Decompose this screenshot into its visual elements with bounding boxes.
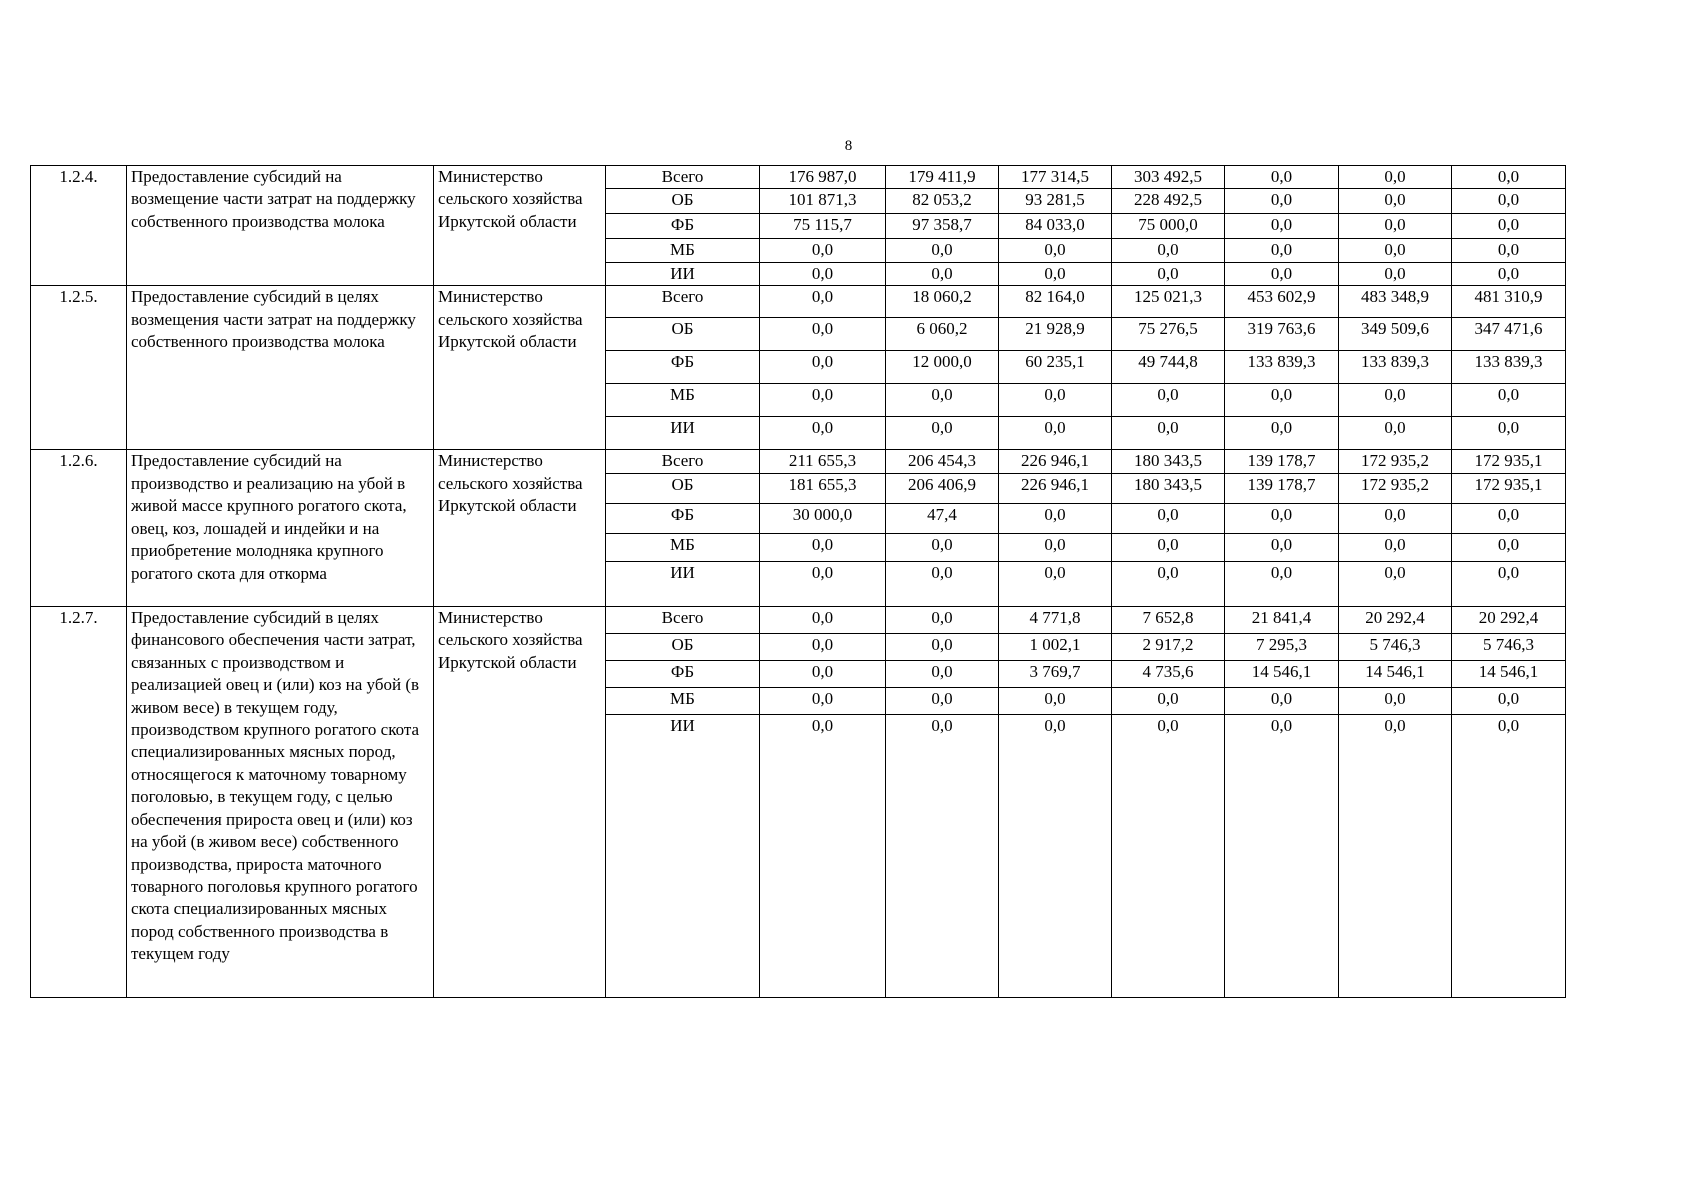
funding-value: 75 115,7 <box>760 214 886 239</box>
funding-value: 0,0 <box>1225 417 1339 450</box>
funding-value: 7 652,8 <box>1112 606 1225 633</box>
table-row <box>31 606 1566 633</box>
funding-value: 349 509,6 <box>1339 318 1452 351</box>
funding-value: 125 021,3 <box>1112 286 1225 318</box>
funding-value: 0,0 <box>1452 166 1566 189</box>
funding-source-label: ИИ <box>606 561 760 606</box>
item-number: 1.2.4. <box>31 166 127 286</box>
funding-value: 0,0 <box>1339 189 1452 214</box>
funding-value: 0,0 <box>886 262 999 285</box>
funding-source-label: Всего <box>606 166 760 189</box>
item-description: Предоставление субсидий в целях финансового обеспечения части затрат, связанных с производством и реализацией овец и (или) коз на убой (в живом весе) в текущем году, производством крупного рогатого скота специализированных мясных пород, относящегося к маточному товарному поголовью, в текущем году, с целью обеспечения прироста овец и (или) коз на убой (в живом весе) собственного производства, прироста маточного товарного поголовья крупного рогатого скота специализированных мясных пород собственного производства в текущем году <box>127 606 434 997</box>
funding-value: 0,0 <box>1452 262 1566 285</box>
funding-value: 0,0 <box>1225 503 1339 533</box>
funding-value: 14 546,1 <box>1452 660 1566 687</box>
funding-value: 0,0 <box>1339 214 1452 239</box>
funding-value: 0,0 <box>760 561 886 606</box>
responsible-executor: Министерство сельского хозяйства Иркутской области <box>434 286 606 450</box>
funding-value: 228 492,5 <box>1112 189 1225 214</box>
funding-value: 172 935,1 <box>1452 450 1566 473</box>
funding-value: 0,0 <box>1112 533 1225 561</box>
funding-value: 0,0 <box>1452 214 1566 239</box>
funding-value: 0,0 <box>1452 687 1566 714</box>
funding-source-label: МБ <box>606 687 760 714</box>
funding-value: 181 655,3 <box>760 473 886 503</box>
funding-value: 0,0 <box>1452 503 1566 533</box>
funding-value: 0,0 <box>760 606 886 633</box>
funding-value: 2 917,2 <box>1112 633 1225 660</box>
funding-value: 211 655,3 <box>760 450 886 473</box>
funding-value: 172 935,2 <box>1339 473 1452 503</box>
funding-value: 0,0 <box>1112 687 1225 714</box>
funding-value: 0,0 <box>1112 503 1225 533</box>
funding-value: 6 060,2 <box>886 318 999 351</box>
funding-value: 172 935,2 <box>1339 450 1452 473</box>
funding-value: 47,4 <box>886 503 999 533</box>
funding-value: 101 871,3 <box>760 189 886 214</box>
funding-value: 0,0 <box>760 286 886 318</box>
responsible-executor: Министерство сельского хозяйства Иркутской области <box>434 450 606 606</box>
funding-value: 93 281,5 <box>999 189 1112 214</box>
item-description: Предоставление субсидий на производство и реализацию на убой в живой массе крупного рогатого скота, овец, коз, лошадей и индейки и на приобретение молодняка крупного рогатого скота для откорма <box>127 450 434 606</box>
item-description: Предоставление субсидий на возмещение части затрат на поддержку собственного производства молока <box>127 166 434 286</box>
funding-value: 0,0 <box>886 533 999 561</box>
funding-value: 0,0 <box>999 503 1112 533</box>
funding-value: 20 292,4 <box>1339 606 1452 633</box>
funding-value: 0,0 <box>760 384 886 417</box>
page-number: 8 <box>844 138 853 154</box>
funding-value: 0,0 <box>1339 262 1452 285</box>
funding-value: 0,0 <box>999 417 1112 450</box>
funding-source-label: ИИ <box>606 714 760 997</box>
funding-source-label: ОБ <box>606 473 760 503</box>
funding-value: 0,0 <box>1225 533 1339 561</box>
funding-value: 0,0 <box>1452 239 1566 262</box>
funding-value: 0,0 <box>1112 384 1225 417</box>
funding-value: 0,0 <box>1339 687 1452 714</box>
funding-value: 18 060,2 <box>886 286 999 318</box>
funding-value: 0,0 <box>1225 239 1339 262</box>
funding-value: 177 314,5 <box>999 166 1112 189</box>
funding-value: 12 000,0 <box>886 351 999 384</box>
funding-value: 0,0 <box>1339 384 1452 417</box>
funding-value: 0,0 <box>886 714 999 997</box>
funding-value: 0,0 <box>1339 239 1452 262</box>
funding-value: 0,0 <box>1225 262 1339 285</box>
item-number: 1.2.6. <box>31 450 127 606</box>
table-row <box>31 166 1566 189</box>
funding-source-label: ИИ <box>606 262 760 285</box>
funding-value: 0,0 <box>1112 561 1225 606</box>
funding-value: 180 343,5 <box>1112 473 1225 503</box>
responsible-executor: Министерство сельского хозяйства Иркутской области <box>434 166 606 286</box>
funding-value: 20 292,4 <box>1452 606 1566 633</box>
funding-value: 0,0 <box>1452 189 1566 214</box>
funding-value: 347 471,6 <box>1452 318 1566 351</box>
funding-value: 0,0 <box>1339 166 1452 189</box>
funding-value: 60 235,1 <box>999 351 1112 384</box>
funding-value: 0,0 <box>886 239 999 262</box>
funding-value: 97 358,7 <box>886 214 999 239</box>
funding-value: 206 454,3 <box>886 450 999 473</box>
funding-value: 3 769,7 <box>999 660 1112 687</box>
funding-source-label: ИИ <box>606 417 760 450</box>
responsible-executor: Министерство сельского хозяйства Иркутской области <box>434 606 606 997</box>
funding-value: 7 295,3 <box>1225 633 1339 660</box>
funding-value: 0,0 <box>1225 561 1339 606</box>
funding-value: 0,0 <box>760 262 886 285</box>
funding-value: 14 546,1 <box>1339 660 1452 687</box>
funding-value: 0,0 <box>760 714 886 997</box>
funding-value: 303 492,5 <box>1112 166 1225 189</box>
funding-value: 180 343,5 <box>1112 450 1225 473</box>
funding-value: 0,0 <box>1339 533 1452 561</box>
funding-value: 483 348,9 <box>1339 286 1452 318</box>
item-description: Предоставление субсидий в целях возмещения части затрат на поддержку собственного производства молока <box>127 286 434 450</box>
funding-value: 0,0 <box>886 384 999 417</box>
funding-value: 0,0 <box>1339 714 1452 997</box>
funding-value: 0,0 <box>760 351 886 384</box>
funding-value: 453 602,9 <box>1225 286 1339 318</box>
funding-value: 0,0 <box>886 660 999 687</box>
funding-value: 75 276,5 <box>1112 318 1225 351</box>
funding-value: 0,0 <box>1225 384 1339 417</box>
funding-value: 319 763,6 <box>1225 318 1339 351</box>
funding-value: 0,0 <box>760 687 886 714</box>
funding-value: 84 033,0 <box>999 214 1112 239</box>
funding-source-label: ФБ <box>606 503 760 533</box>
funding-value: 1 002,1 <box>999 633 1112 660</box>
funding-value: 0,0 <box>1225 166 1339 189</box>
funding-value: 172 935,1 <box>1452 473 1566 503</box>
funding-value: 0,0 <box>886 417 999 450</box>
funding-value: 75 000,0 <box>1112 214 1225 239</box>
funding-value: 0,0 <box>1112 417 1225 450</box>
funding-source-label: МБ <box>606 384 760 417</box>
funding-value: 0,0 <box>999 714 1112 997</box>
funding-value: 0,0 <box>886 633 999 660</box>
funding-value: 0,0 <box>1452 384 1566 417</box>
funding-value: 139 178,7 <box>1225 450 1339 473</box>
funding-value: 226 946,1 <box>999 473 1112 503</box>
funding-value: 4 771,8 <box>999 606 1112 633</box>
funding-table <box>30 165 1566 998</box>
funding-value: 0,0 <box>1452 417 1566 450</box>
funding-value: 0,0 <box>999 384 1112 417</box>
funding-source-label: МБ <box>606 239 760 262</box>
funding-source-label: Всего <box>606 286 760 318</box>
funding-value: 226 946,1 <box>999 450 1112 473</box>
funding-value: 4 735,6 <box>1112 660 1225 687</box>
funding-source-label: ФБ <box>606 351 760 384</box>
funding-value: 82 164,0 <box>999 286 1112 318</box>
funding-value: 0,0 <box>999 262 1112 285</box>
funding-value: 206 406,9 <box>886 473 999 503</box>
table-row <box>31 450 1566 473</box>
funding-value: 0,0 <box>1225 189 1339 214</box>
funding-value: 0,0 <box>760 417 886 450</box>
funding-value: 30 000,0 <box>760 503 886 533</box>
funding-value: 0,0 <box>999 561 1112 606</box>
funding-value: 0,0 <box>999 687 1112 714</box>
funding-value: 133 839,3 <box>1339 351 1452 384</box>
funding-source-label: ОБ <box>606 318 760 351</box>
funding-value: 0,0 <box>999 533 1112 561</box>
funding-value: 0,0 <box>1339 503 1452 533</box>
funding-source-label: Всего <box>606 450 760 473</box>
funding-value: 5 746,3 <box>1339 633 1452 660</box>
funding-value: 0,0 <box>886 561 999 606</box>
funding-value: 0,0 <box>760 660 886 687</box>
funding-value: 0,0 <box>1452 533 1566 561</box>
funding-source-label: ФБ <box>606 660 760 687</box>
funding-value: 0,0 <box>999 239 1112 262</box>
funding-value: 0,0 <box>760 633 886 660</box>
funding-value: 0,0 <box>760 318 886 351</box>
funding-value: 0,0 <box>1452 561 1566 606</box>
funding-value: 0,0 <box>1112 239 1225 262</box>
funding-value: 0,0 <box>1452 714 1566 997</box>
funding-value: 0,0 <box>1225 714 1339 997</box>
funding-source-label: Всего <box>606 606 760 633</box>
funding-value: 0,0 <box>1112 714 1225 997</box>
funding-value: 21 841,4 <box>1225 606 1339 633</box>
funding-value: 0,0 <box>886 606 999 633</box>
funding-value: 14 546,1 <box>1225 660 1339 687</box>
funding-value: 0,0 <box>886 687 999 714</box>
funding-source-label: ОБ <box>606 633 760 660</box>
funding-value: 5 746,3 <box>1452 633 1566 660</box>
funding-source-label: ФБ <box>606 214 760 239</box>
item-number: 1.2.5. <box>31 286 127 450</box>
funding-value: 0,0 <box>1225 687 1339 714</box>
funding-value: 82 053,2 <box>886 189 999 214</box>
funding-source-label: ОБ <box>606 189 760 214</box>
funding-value: 139 178,7 <box>1225 473 1339 503</box>
funding-value: 0,0 <box>1225 214 1339 239</box>
funding-source-label: МБ <box>606 533 760 561</box>
funding-value: 49 744,8 <box>1112 351 1225 384</box>
funding-value: 481 310,9 <box>1452 286 1566 318</box>
table-row <box>31 286 1566 318</box>
funding-value: 133 839,3 <box>1452 351 1566 384</box>
item-number: 1.2.7. <box>31 606 127 997</box>
funding-value: 0,0 <box>760 239 886 262</box>
funding-value: 0,0 <box>1339 561 1452 606</box>
funding-value: 0,0 <box>760 533 886 561</box>
funding-value: 179 411,9 <box>886 166 999 189</box>
funding-value: 176 987,0 <box>760 166 886 189</box>
funding-value: 0,0 <box>1112 262 1225 285</box>
funding-value: 133 839,3 <box>1225 351 1339 384</box>
funding-value: 21 928,9 <box>999 318 1112 351</box>
funding-value: 0,0 <box>1339 417 1452 450</box>
